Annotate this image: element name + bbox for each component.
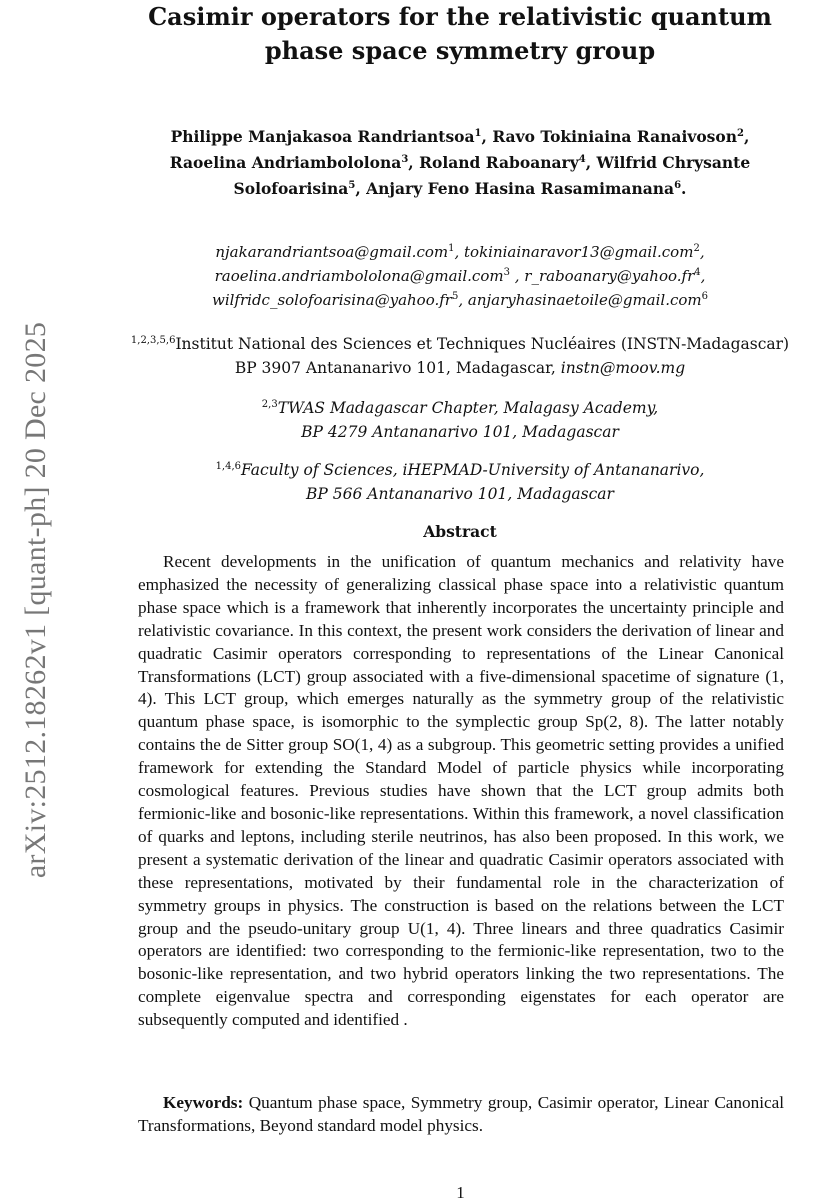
affiliation-line xyxy=(105,396,815,420)
affiliation-email: instn@moov.mg xyxy=(560,359,686,377)
affiliation-faculty xyxy=(105,458,815,506)
title-line-2: phase space symmetry group xyxy=(264,36,656,65)
author-name: Wilfrid Chrysante Solofoarisina xyxy=(233,153,751,198)
affiliation-instn xyxy=(105,332,815,380)
keywords-label: Keywords: xyxy=(163,1093,244,1112)
affiliation-address: BP 566 Antananarivo 101, Madagascar xyxy=(306,485,614,503)
page-number: 1 xyxy=(456,1183,465,1202)
author-list xyxy=(105,124,815,202)
email-address: r_raboanary@yahoo.fr xyxy=(524,267,695,285)
email-marker: 4 xyxy=(694,267,701,278)
email-line-2: raoelina.andriambololona@gmail.com$^3$ , $r\_raboanary@yahoo.fr^4$, xyxy=(214,267,706,285)
email-address: wilfridc_solofoarisina@yahoo.fr xyxy=(211,291,452,309)
affiliation-twas xyxy=(105,396,815,444)
affiliation-marker: 1,4,6 xyxy=(215,460,242,472)
author-name: Anjary Feno Hasina Rasamimanana xyxy=(366,179,675,198)
author-line-2: Raoelina Andriambololona$^3$, Roland Raboanary$^4$, Wilfrid Chrysante Solofoarisina$^5$, Anjary Feno Hasina Rasamimanana$^6$. xyxy=(169,153,751,198)
email-marker: 2 xyxy=(693,243,700,254)
email-marker: 5 xyxy=(451,291,459,302)
affiliation-name: TWAS Madagascar Chapter, Malagasy Academy, xyxy=(277,399,659,417)
email-address: tokiniainaravor13@gmail.com xyxy=(464,243,694,261)
email-marker: 3 xyxy=(503,267,510,278)
paper-title xyxy=(105,0,815,68)
affiliation-line xyxy=(105,458,815,482)
email-line-3: $wilfridc\_solofoarisina@yahoo.fr^5$, anjaryhasinaetoile@gmail.com$^6$ xyxy=(211,291,709,309)
author-name: Philippe Manjakasoa Randriantsoa xyxy=(170,127,475,146)
affiliation-name: Institut National des Sciences et Techniques Nucléaires (INSTN-Madagascar) xyxy=(175,335,790,353)
author-marker: 1 xyxy=(474,127,482,139)
affiliation-address: BP 4279 Antananarivo 101, Madagascar xyxy=(301,423,619,441)
author-marker: 6 xyxy=(674,179,682,191)
arxiv-identifier: arXiv:2512.18262v1 [quant-ph] 20 Dec 2025 xyxy=(19,321,52,879)
author-line-1: Philippe Manjakasoa Randriantsoa$^1$, Ravo Tokiniaina Ranaivoson$^2$, xyxy=(170,127,750,146)
email-address: raoelina.andriambololona@gmail.com xyxy=(214,267,504,285)
title-line-1: Casimir operators for the relativistic quantum xyxy=(148,2,772,31)
email-address: njakarandriantsoa@gmail.com xyxy=(215,243,449,261)
email-address: anjaryhasinaetoile@gmail.com xyxy=(467,291,702,309)
author-name: Roland Raboanary xyxy=(419,153,579,172)
abstract-heading: Abstract xyxy=(423,522,497,541)
affiliation-marker: 1,2,3,5,6 xyxy=(130,334,176,346)
affiliation-address-text: BP 3907 Antananarivo 101, Madagascar, xyxy=(234,359,561,377)
keywords-text: Quantum phase space, Symmetry group, Casimir operator, Linear Canonical Transformations, Beyond standard model physics. xyxy=(138,1093,785,1135)
affiliation-name: Faculty of Sciences, iHEPMAD-University of Antananarivo, xyxy=(241,461,705,479)
email-line-1: njakarandriantsoa@gmail.com$^1$, tokiniainaravor13@gmail.com$^2$, xyxy=(215,243,705,261)
author-name: Ravo Tokiniaina Ranaivoson xyxy=(492,127,738,146)
keywords-paragraph xyxy=(138,1092,784,1138)
author-marker: 3 xyxy=(401,153,409,165)
affiliation-address xyxy=(105,356,815,380)
email-list xyxy=(105,240,815,312)
author-marker: 4 xyxy=(578,153,586,165)
email-marker: 1 xyxy=(448,243,455,254)
affiliation-marker: 2,3 xyxy=(261,398,278,410)
affiliation-line xyxy=(105,332,815,356)
email-marker: 6 xyxy=(701,291,709,302)
author-marker: 5 xyxy=(348,179,356,191)
author-marker: 2 xyxy=(737,127,744,139)
author-name: Raoelina Andriambololona xyxy=(169,153,402,172)
abstract-body: Recent developments in the unification of quantum mechanics and relativity have emphasized the necessity of generalizing classical phase space into a relativistic quantum phase space which is a framework that inherently incorporates the uncertainty principle and relativistic covariance. In this context, the present work considers the derivation of linear and quadratic Casimir operators corresponding to representations of the Linear Canonical Transformations (LCT) group associated with a five-dimensional spacetime of signature (1, 4). This LCT group, which emerges naturally as the symmetry group of the relativistic quantum phase space, is isomorphic to the symplectic group Sp(2, 8). The latter notably contains the de Sitter group SO(1, 4) as a subgroup. This geometric setting provides a unified framework for extending the Standard Model of particle physics while incorporating cosmological features. Previous studies have shown that the LCT group admits both fermionic-like and bosonic-like representations. Within this framework, a novel classification of quarks and leptons, including sterile neutrinos, has also been proposed. In this work, we present a systematic derivation of the linear and quadratic Casimir operators associated with these representations, motivated by their fundamental role in the characterization of symmetry groups in physics. The construction is based on the relations between the LCT group and the pseudo-unitary group U(1, 4). Three linears and three quadratics Casimir operators are identified: two corresponding to the fermionic-like representation, two to the bosonic-like representation, and two hybrid operators linking the two representations. The complete eigenvalue spectra and corresponding eigenstates for each operator are subsequently computed and identified . xyxy=(138,552,784,1030)
